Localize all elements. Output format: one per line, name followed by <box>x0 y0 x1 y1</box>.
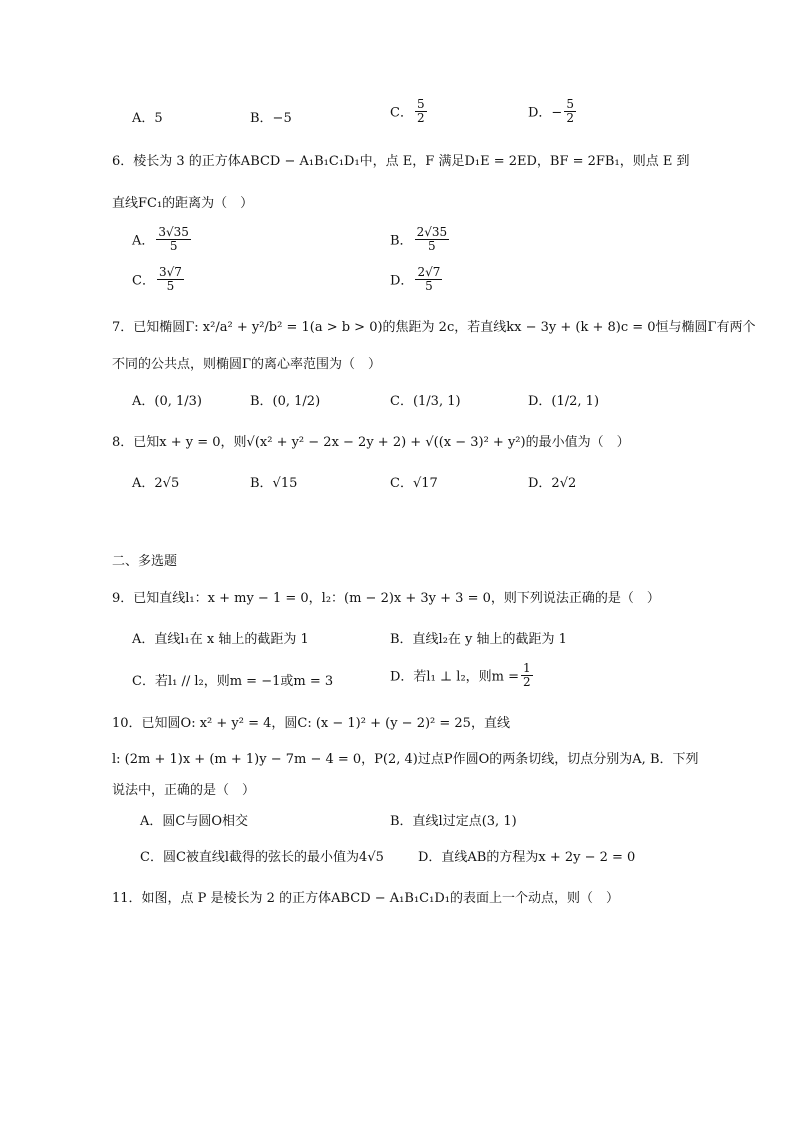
q11-stem: 11．如图，点 P 是棱长为 2 的正方体ABCD − A₁B₁C₁D₁的表面上一个动点，则（ ） <box>112 891 619 906</box>
q8-stem: 8．已知x + y = 0，则√(x² + y² − 2x − 2y + 2) + √((x − 3)² + y²)的最小值为（ ） <box>112 435 630 450</box>
q5-option-b: B．−5 <box>250 111 292 126</box>
q5-option-c-denominator: 2 <box>416 110 425 125</box>
q7-option-a: A．(0, 1/3) <box>132 394 202 409</box>
q10-stem-line3: 说法中，正确的是（ ） <box>112 783 256 798</box>
q9-option-d <box>390 662 535 688</box>
q5-option-d-numerator: 5 <box>566 97 574 111</box>
q9-stem: 9．已知直线l₁：x + my − 1 = 0，l₂：(m − 2)x + 3y + 3 = 0，则下列说法正确的是（ ） <box>112 591 660 606</box>
q6-option-c-label: C． <box>132 273 155 289</box>
q6-option-a-denominator: 5 <box>169 238 178 253</box>
q5-option-d <box>528 98 578 124</box>
q5-option-c-numerator: 5 <box>416 97 425 111</box>
q5-option-c-label: C． <box>390 105 413 121</box>
q9-option-b: B．直线l₂在 y 轴上的截距为 1 <box>390 632 567 647</box>
q10-stem-line1: 10．已知圆O: x² + y² = 4，圆C: (x − 1)² + (y − 2)² = 25，直线 <box>112 716 510 731</box>
q8-option-c: C．√17 <box>390 476 438 491</box>
q6-option-c-numerator: 3√7 <box>158 265 182 279</box>
q9-option-d-numerator: 1 <box>523 661 531 675</box>
q6-option-b-numerator: 2√35 <box>416 225 448 239</box>
q8-option-b: B．√15 <box>250 476 298 491</box>
q9-option-a: A．直线l₁在 x 轴上的截距为 1 <box>132 632 309 647</box>
q10-option-c: C．圆C被直线l截得的弦长的最小值为4√5 <box>140 850 384 865</box>
q6-option-d-numerator: 2√7 <box>417 265 441 279</box>
q6-option-b-label: B． <box>390 233 413 249</box>
q7-stem-line2: 不同的公共点，则椭圆Γ的离心率范围为（ ） <box>112 357 382 372</box>
q9-option-d-denominator: 2 <box>523 674 531 689</box>
q10-stem-line2: l: (2m + 1)x + (m + 1)y − 7m − 4 = 0，P(2, 4)过点P作圆O的两条切线，切点分别为A, B．下列 <box>112 752 699 767</box>
q6-option-d-denominator: 5 <box>425 278 433 293</box>
q5-option-a: A．5 <box>132 111 163 126</box>
q10-option-a: A．圆C与圆O相交 <box>140 814 248 829</box>
q5-option-c <box>390 98 429 124</box>
q8-option-a: A．2√5 <box>132 476 180 491</box>
q8-option-d: D．2√2 <box>528 476 577 491</box>
q6-option-b-denominator: 5 <box>428 238 436 253</box>
q6-option-a-numerator: 3√35 <box>158 225 189 239</box>
q9-option-d-label: D．若l₁ ⊥ l₂，则m = <box>390 669 520 685</box>
q6-option-c-denominator: 5 <box>166 278 175 293</box>
q6-stem-line1: 6．棱长为 3 的正方体ABCD − A₁B₁C₁D₁中，点 E，F 满足D₁E = 2ED，BF = 2FB₁，则点 E 到 <box>112 154 690 169</box>
q5-option-d-label: D．− <box>528 105 563 121</box>
q6-option-d <box>390 266 444 292</box>
q10-option-b: B．直线l过定点(3, 1) <box>390 814 517 829</box>
section-heading-multiple-choice: 二、多选题 <box>112 554 178 569</box>
q7-option-c: C．(1/3, 1) <box>390 394 461 409</box>
q9-option-c: C．若l₁ // l₂，则m = −1或m = 3 <box>132 674 334 689</box>
q6-stem-line2: 直线FC₁的距离为（ ） <box>112 196 254 211</box>
q7-option-b: B．(0, 1/2) <box>250 394 321 409</box>
q7-stem-line1: 7．已知椭圆Γ: x²/a² + y²/b² = 1(a > b > 0)的焦距为 2c，若直线kx − 3y + (k + 8)c = 0恒与椭圆Γ有两个 <box>112 320 756 335</box>
q6-option-d-label: D． <box>390 273 414 289</box>
q7-option-d: D．(1/2, 1) <box>528 394 600 409</box>
q6-option-b <box>390 226 451 252</box>
q6-option-a-label: A． <box>132 233 155 249</box>
q6-option-c <box>132 266 186 292</box>
q5-option-d-denominator: 2 <box>566 110 574 125</box>
q10-option-d: D．直线AB的方程为x + 2y − 2 = 0 <box>418 850 636 865</box>
q6-option-a <box>132 226 193 252</box>
